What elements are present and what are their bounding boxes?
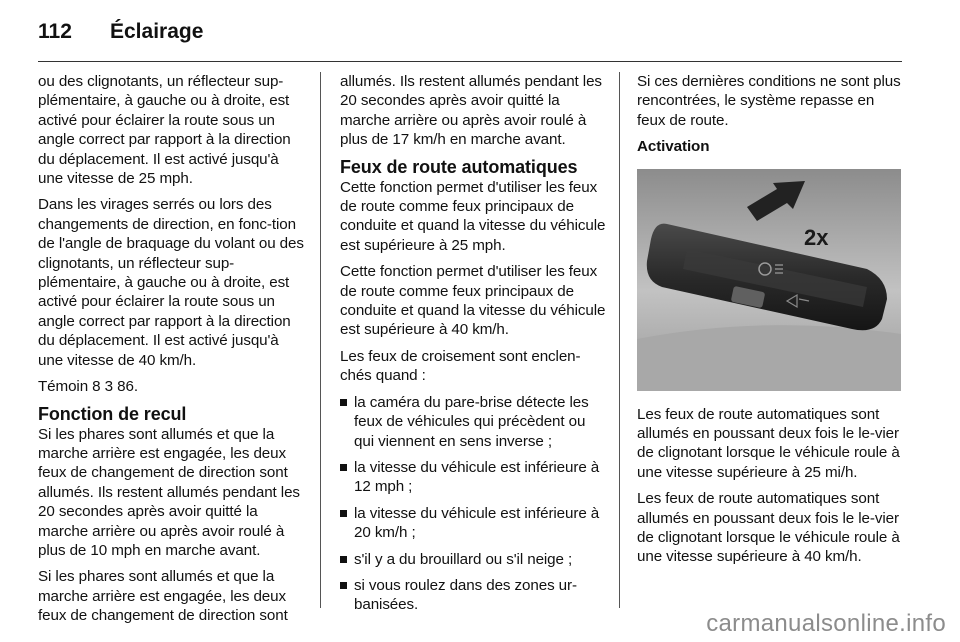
list-item: la vitesse du véhicule est inférieure à 12 mph ; xyxy=(340,458,608,497)
lever-illustration xyxy=(637,169,901,391)
paragraph: Les feux de croisement sont enclen-chés quand : xyxy=(340,347,581,385)
paragraph: Si les phares sont allumés et que la marche arrière est engagée, les deux feux de changement de direction sont allumés. Ils restent allumés pendant les 20 secondes après avoir quitté la marche arrière ou après avoir roulé à plus de 10 mph en marche avant. xyxy=(38,425,300,559)
page-number: 112 xyxy=(38,20,72,43)
figure-label-2x: 2x xyxy=(804,225,829,250)
paragraph: ou des clignotants, un réflecteur sup-plémentaire, à gauche ou à droite, est activé pour éclairer la route sous un angle correct par rapport à la direction du déplacement. Il est activé jusqu'à une vitesse de 25 mph. xyxy=(38,73,291,188)
page-header xyxy=(38,18,900,48)
header-rule xyxy=(38,61,902,62)
paragraph: Les feux de route automatiques sont allumés en poussant deux fois le le-vier de clignotant lorsque le véhicule roule à une vitesse supérieure à 25 mi/h. xyxy=(637,405,900,481)
list-item: la vitesse du véhicule est inférieure à 20 km/h ; xyxy=(340,504,608,543)
list-item: s'il y a du brouillard ou s'il neige ; xyxy=(340,550,608,569)
page-reference-icon: 3 xyxy=(104,378,114,396)
column-1 xyxy=(38,72,306,633)
column-divider xyxy=(320,72,321,608)
column-3 xyxy=(637,72,905,574)
high-beam-indicator-icon: 8 xyxy=(92,378,101,396)
paragraph: Si ces dernières conditions ne sont plus rencontrées, le système repasse en feux de route. xyxy=(637,73,901,129)
list-item: la caméra du pare-brise détecte les feux de véhicules qui précèdent ou qui viennent en sens inverse ; xyxy=(340,393,608,451)
paragraph: Si les phares sont allumés et que la marche arrière est engagée, les deux feux de changement de direction sont xyxy=(38,568,288,625)
paragraph: Dans les virages serrés ou lors des changements de direction, en fonc-tion de l'angle de braquage du volant ou des clignotants, un réflecteur sup-plémentaire, à gauche ou à droite, est activé pour éclairer la route sous un angle correct par rapport à la direction du déplacement. Il est activé jusqu'à une vitesse de 40 km/h. xyxy=(38,196,304,369)
watermark: carmanualsonline.info xyxy=(706,610,946,637)
condition-list xyxy=(340,393,608,615)
section-heading-activation: Activation xyxy=(637,138,710,156)
page-reference: 86. xyxy=(113,378,138,396)
paragraph: allumés. Ils restent allumés pendant les 20 secondes après avoir quitté la marche arrière ou après avoir roulé à plus de 17 km/h en marche avant. xyxy=(340,73,602,149)
section-heading-reverse: Fonction de recul xyxy=(38,403,187,424)
paragraph: Cette fonction permet d'utiliser les feux de route comme feux principaux de conduite et quand la vitesse du véhicule est supérieure à 40 km/h. xyxy=(340,263,606,339)
indicator-text: Témoin xyxy=(38,378,93,396)
indicator-reference xyxy=(38,377,306,396)
column-divider xyxy=(619,72,620,608)
turn-signal-lever-image xyxy=(637,169,901,391)
paragraph: Les feux de route automatiques sont allumés en poussant deux fois le le-vier de clignotant lorsque le véhicule roule à une vitesse supérieure à 40 km/h. xyxy=(637,490,900,566)
paragraph: Cette fonction permet d'utiliser les feux de route comme feux principaux de conduite et quand la vitesse du véhicule est supérieure à 25 mph. xyxy=(340,178,606,254)
section-heading-auto-high-beam: Feux de route automatiques xyxy=(340,156,578,177)
page-title: Éclairage xyxy=(110,20,204,43)
column-2 xyxy=(340,72,608,622)
list-item: si vous roulez dans des zones ur-banisées. xyxy=(340,576,608,615)
